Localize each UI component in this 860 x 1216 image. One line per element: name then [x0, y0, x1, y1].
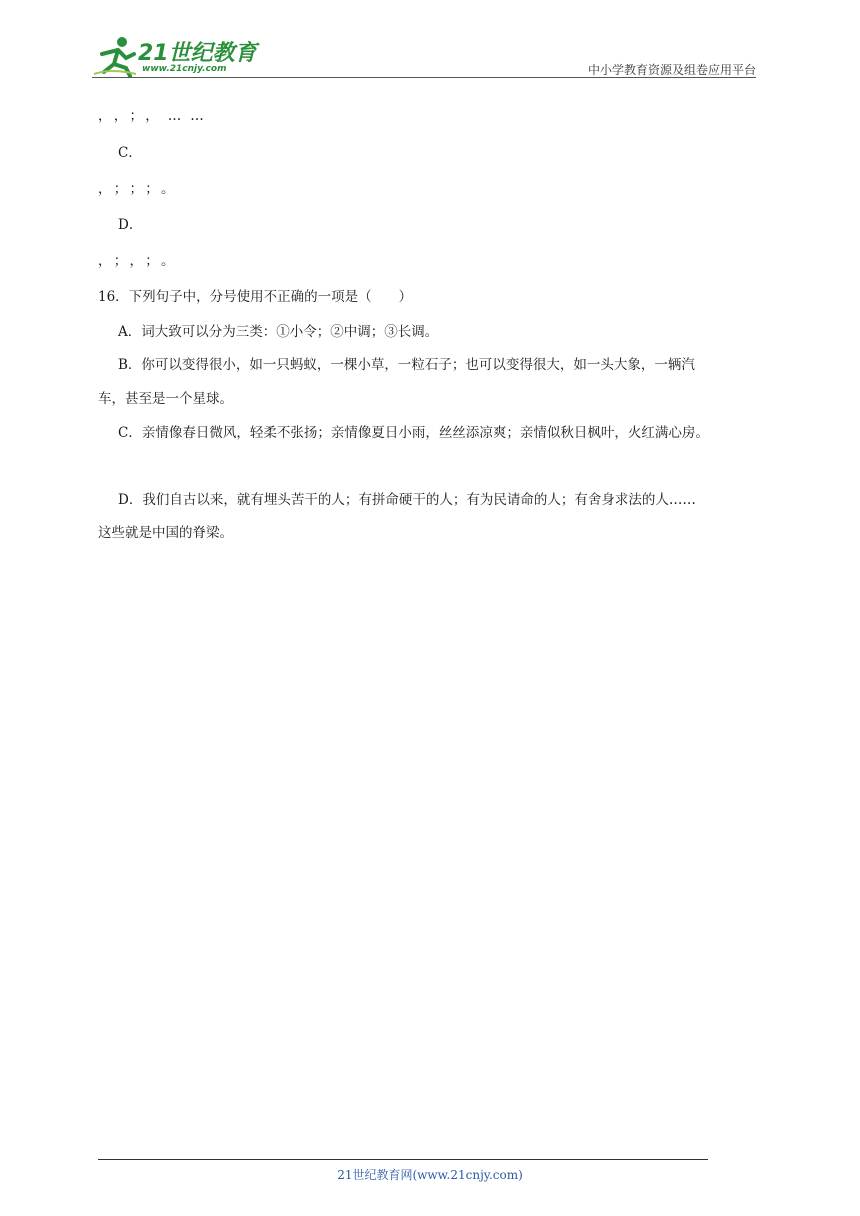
platform-title: 中小学教育资源及组卷应用平台: [587, 63, 756, 77]
option-b-punctuation: ，，；，……: [98, 108, 213, 124]
header-divider: [92, 77, 756, 78]
option-d-label: D．: [118, 217, 143, 233]
footer-link[interactable]: 21世纪教育网(www.21cnjy.com): [337, 1168, 523, 1182]
question-16-option-b-line2: 车，甚至是一个星球。: [98, 391, 233, 407]
question-16-option-a: A．词大致可以分为三类：①小令；②中调；③长调。: [118, 324, 439, 340]
question-16-option-b-line1: B．你可以变得很小，如一只蚂蚁，一棵小草，一粒石子；也可以变得很大，如一头大象，一辆汽: [118, 357, 695, 373]
runner-logo-icon: [92, 34, 140, 78]
logo-brand-text: 21世纪教育: [138, 41, 257, 66]
option-c-punctuation: ，；；；。: [98, 181, 184, 197]
option-c-label: C．: [118, 145, 142, 161]
option-d-punctuation: ，；，；。: [98, 253, 184, 269]
site-logo: [92, 34, 262, 78]
logo-url-text: www.21cnjy.com: [142, 64, 227, 74]
footer-divider: [98, 1159, 708, 1160]
question-16-option-d-line2: 这些就是中国的脊梁。: [98, 525, 233, 541]
question-16-option-c: C．亲情像春日微风，轻柔不张扬；亲情像夏日小雨，丝丝添凉爽；亲情似秋日枫叶，火红满心房。: [118, 425, 709, 441]
question-16-option-d-line1: D．我们自古以来，就有埋头苦干的人；有拼命硬干的人；有为民请命的人；有舍身求法的人……: [118, 492, 696, 508]
question-16-stem: 16．下列句子中，分号使用不正确的一项是（ ）: [98, 289, 413, 305]
